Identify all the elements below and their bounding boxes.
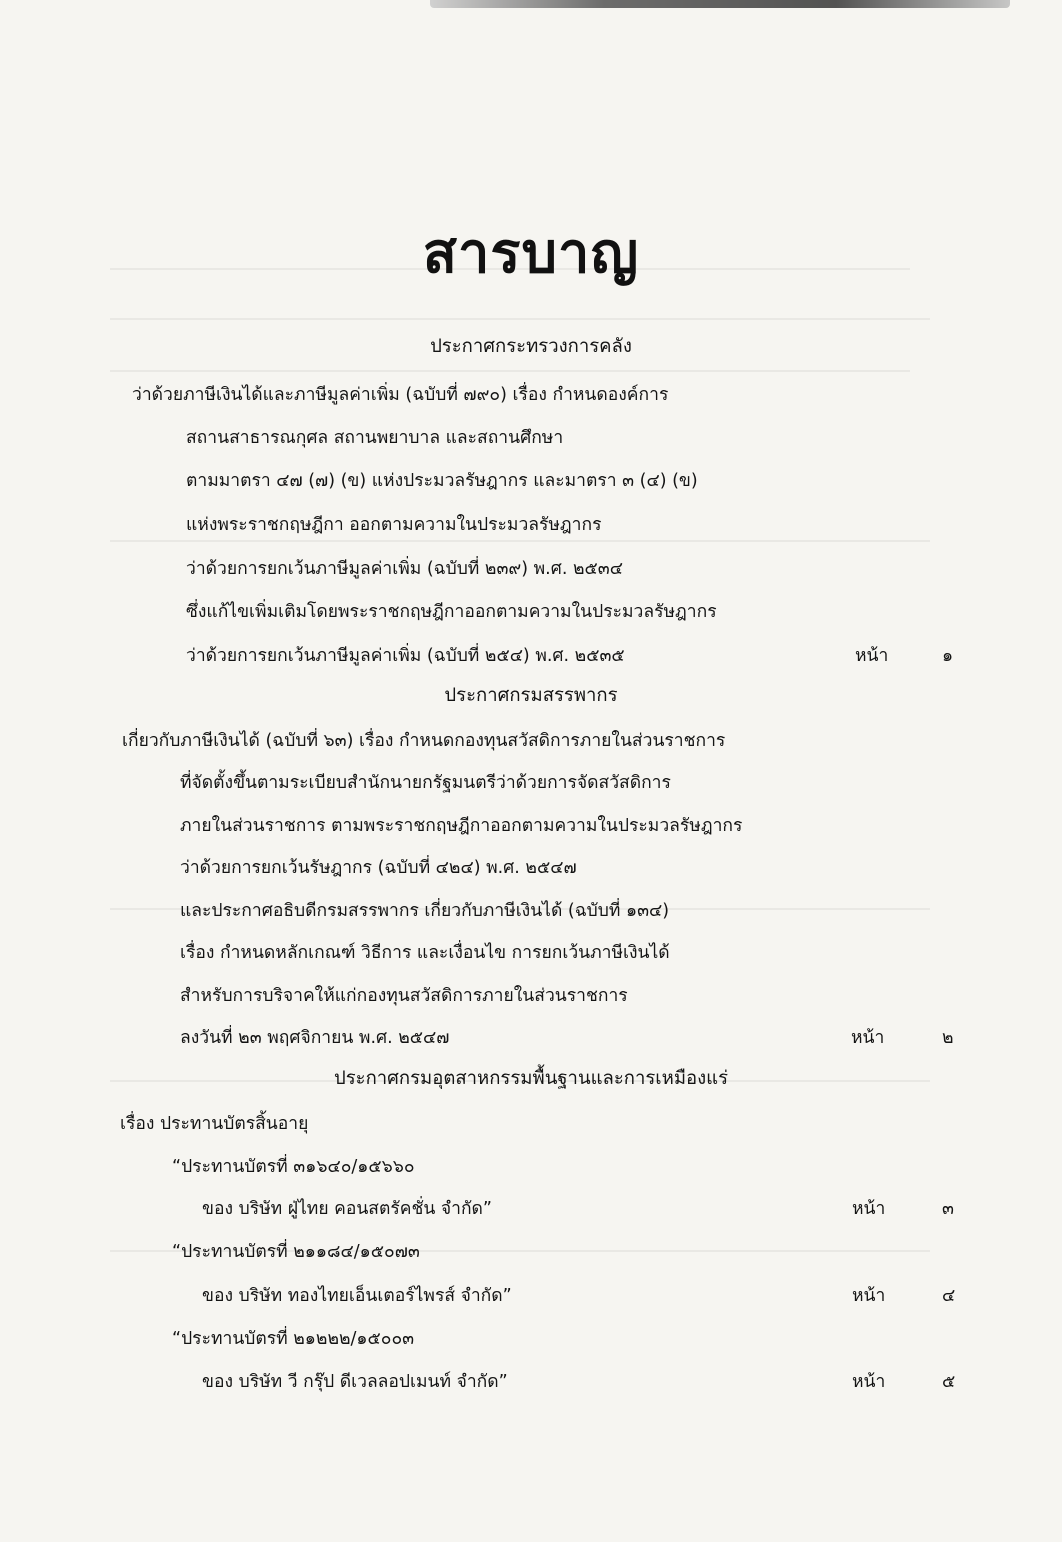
toc-line: สถานสาธารณกุศล สถานพยาบาล และสถานศึกษา bbox=[186, 428, 564, 448]
page-number: ๕ bbox=[942, 1372, 956, 1392]
toc-line: ว่าด้วยภาษีเงินได้และภาษีมูลค่าเพิ่ม (ฉบับที่ ๗๙๐) เรื่อง กำหนดองค์การ bbox=[132, 385, 669, 405]
toc-line: สำหรับการบริจาคให้แก่กองทุนสวัสดิการภายในส่วนราชการ bbox=[180, 986, 628, 1006]
toc-line: ของ บริษัท วี กรุ๊ป ดีเวลลอปเมนท์ จำกัด” bbox=[202, 1372, 508, 1392]
toc-line: และประกาศอธิบดีกรมสรรพากร เกี่ยวกับภาษีเงินได้ (ฉบับที่ ๑๓๔) bbox=[180, 901, 670, 921]
page-number: ๑ bbox=[942, 646, 954, 666]
toc-line: ว่าด้วยการยกเว้นภาษีมูลค่าเพิ่ม (ฉบับที่ ๒๕๔) พ.ศ. ๒๕๓๕ bbox=[186, 646, 625, 666]
bleed-through-line bbox=[110, 540, 930, 542]
toc-line: “ประทานบัตรที่ ๓๑๖๔๐/๑๕๖๖๐ bbox=[172, 1157, 415, 1177]
bleed-through-line bbox=[110, 370, 910, 372]
toc-line: ภายในส่วนราชการ ตามพระราชกฤษฎีกาออกตามความในประมวลรัษฎากร bbox=[180, 816, 743, 836]
page-label: หน้า bbox=[852, 1199, 886, 1219]
toc-line: เกี่ยวกับภาษีเงินได้ (ฉบับที่ ๖๓) เรื่อง กำหนดกองทุนสวัสดิการภายในส่วนราชการ bbox=[122, 731, 726, 751]
toc-line: ตามมาตรา ๔๗ (๗) (ข) แห่งประมวลรัษฎากร และมาตรา ๓ (๔) (ข) bbox=[186, 471, 698, 491]
section-heading: ประกาศกระทรวงการคลัง bbox=[430, 336, 632, 357]
page-label: หน้า bbox=[851, 1028, 885, 1048]
page-label: หน้า bbox=[852, 1372, 886, 1392]
toc-line: แห่งพระราชกฤษฎีกา ออกตามความในประมวลรัษฎากร bbox=[186, 515, 602, 535]
page-number: ๔ bbox=[942, 1286, 956, 1306]
page-title: สารบาญ bbox=[422, 221, 640, 286]
page-label: หน้า bbox=[852, 1286, 886, 1306]
scan-edge-mark bbox=[430, 0, 1010, 8]
toc-line: ของ บริษัท ฝู่ไทย คอนสตรัคชั่น จำกัด” bbox=[202, 1199, 492, 1219]
toc-line: “ประทานบัตรที่ ๒๑๒๒๒/๑๕๐๐๓ bbox=[172, 1329, 415, 1349]
toc-line: ของ บริษัท ทองไทยเอ็นเตอร์ไพรส์ จำกัด” bbox=[202, 1286, 512, 1306]
page-number: ๒ bbox=[942, 1028, 954, 1048]
page-label: หน้า bbox=[855, 646, 889, 666]
toc-subject: เรื่อง ประทานบัตรสิ้นอายุ bbox=[120, 1114, 309, 1134]
toc-line: ซึ่งแก้ไขเพิ่มเติมโดยพระราชกฤษฎีกาออกตามความในประมวลรัษฎากร bbox=[186, 602, 717, 622]
section-heading: ประกาศกรมสรรพากร bbox=[444, 685, 618, 706]
toc-line: ลงวันที่ ๒๓ พฤศจิกายน พ.ศ. ๒๕๔๗ bbox=[180, 1028, 450, 1048]
section-heading: ประกาศกรมอุตสาหกรรมพื้นฐานและการเหมืองแร่ bbox=[333, 1068, 729, 1089]
toc-line: ที่จัดตั้งขึ้นตามระเบียบสำนักนายกรัฐมนตรีว่าด้วยการจัดสวัสดิการ bbox=[180, 773, 671, 793]
bleed-through-line bbox=[110, 318, 930, 320]
page-number: ๓ bbox=[942, 1199, 954, 1219]
toc-line: “ประทานบัตรที่ ๒๑๑๘๔/๑๕๐๗๓ bbox=[172, 1242, 420, 1262]
toc-line: ว่าด้วยการยกเว้นรัษฎากร (ฉบับที่ ๔๒๔) พ.ศ. ๒๕๔๗ bbox=[180, 858, 577, 878]
toc-line: ว่าด้วยการยกเว้นภาษีมูลค่าเพิ่ม (ฉบับที่ ๒๓๙) พ.ศ. ๒๕๓๔ bbox=[186, 559, 623, 579]
toc-line: เรื่อง กำหนดหลักเกณฑ์ วิธีการ และเงื่อนไข การยกเว้นภาษีเงินได้ bbox=[180, 943, 670, 963]
